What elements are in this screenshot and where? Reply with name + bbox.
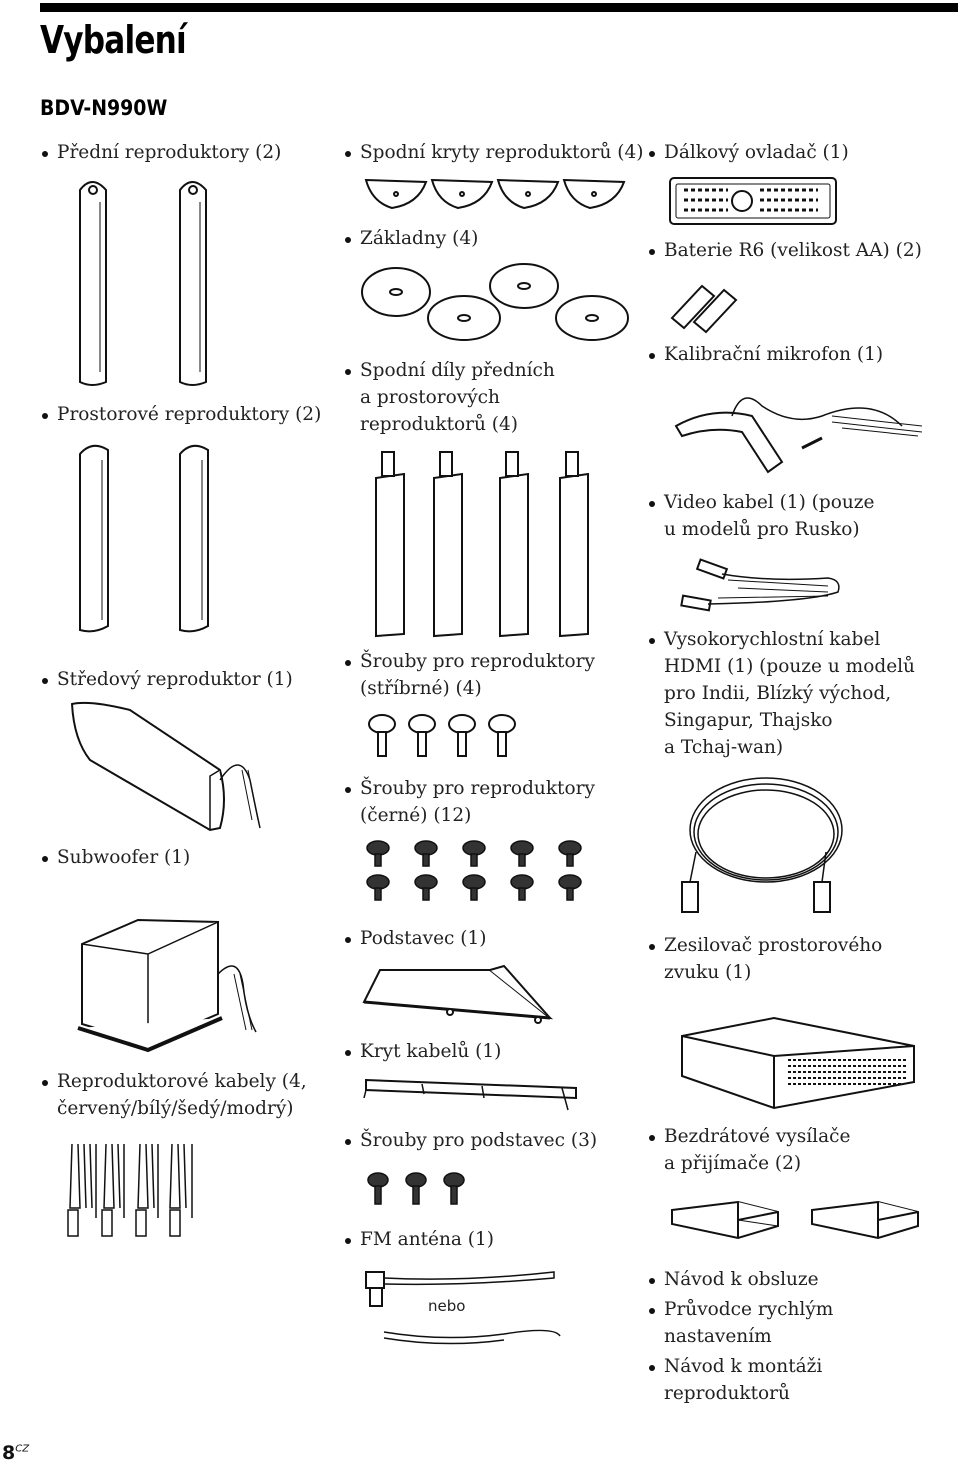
list-item-stand: Podstavec (1) [343, 925, 486, 952]
bottom-covers-illustration [362, 174, 632, 216]
page-title: Vybalení [40, 18, 186, 62]
stand-screws-illustration [366, 1172, 476, 1212]
list-item-lower-parts: Spodní díly předních a prostorových reproduktorů (4) [343, 357, 555, 438]
list-item-amplifier: Zesilovač prostorového zvuku (1) [647, 932, 882, 986]
list-item-front-speakers: Přední reproduktory (2) [40, 139, 281, 166]
remote-illustration [668, 176, 840, 228]
list-item-remote: Dálkový ovladač (1) [647, 139, 849, 166]
list-item-bottom-covers: Spodní kryty reproduktorů (4) [343, 139, 643, 166]
header-rule [40, 3, 958, 12]
front-speakers-illustration [70, 172, 220, 392]
list-item-install-guide: Návod k montáži reproduktorů [647, 1353, 822, 1407]
list-item-surround-speakers: Prostorové reproduktory (2) [40, 401, 321, 428]
page-number-suffix: CZ [15, 1443, 30, 1455]
bases-illustration [360, 262, 632, 344]
center-speaker-illustration [70, 700, 270, 840]
list-item-cable-cover: Kryt kabelů (1) [343, 1038, 501, 1065]
list-item-batteries: Baterie R6 (velikost AA) (2) [647, 237, 922, 264]
list-item-bases: Základny (4) [343, 225, 478, 252]
black-screws-illustration [364, 840, 604, 904]
list-item-fm-antenna: FM anténa (1) [343, 1226, 494, 1253]
list-item-manual: Návod k obsluze [647, 1266, 819, 1293]
mic-illustration [672, 386, 928, 482]
list-item-quick-guide: Průvodce rychlým nastavením [647, 1296, 833, 1350]
model-name: BDV-N990W [40, 96, 168, 120]
or-label: nebo [428, 1297, 466, 1315]
list-item-speaker-cables: Reproduktorové kabely (4, červený/bílý/šedý/modrý) [40, 1068, 307, 1122]
list-item-subwoofer: Subwoofer (1) [40, 844, 190, 871]
list-item-stand-screws: Šrouby pro podstavec (3) [343, 1127, 597, 1154]
list-item-hdmi: Vysokorychlostní kabel HDMI (1) (pouze u modelů pro Indii, Blízký východ, Singapur, Thajsko a Tchaj-wan) [647, 626, 915, 761]
list-item-center-speaker: Středový reproduktor (1) [40, 666, 293, 693]
list-item-video-cable: Video kabel (1) (pouze u modelů pro Rusko) [647, 489, 874, 543]
list-item-mic: Kalibrační mikrofon (1) [647, 341, 883, 368]
batteries-illustration [668, 274, 748, 334]
wireless-modules-illustration [668, 1196, 928, 1256]
cable-cover-illustration [362, 1074, 582, 1116]
amplifier-illustration [678, 1016, 918, 1112]
stand-illustration [360, 962, 560, 1032]
list-item-screws-black: Šrouby pro reproduktory (černé) (12) [343, 775, 595, 829]
lower-parts-illustration [370, 448, 620, 638]
surround-speakers-illustration [70, 440, 220, 640]
silver-screws-illustration [366, 712, 526, 762]
list-item-wireless: Bezdrátové vysílače a přijímače (2) [647, 1123, 850, 1177]
page-number: $8^{CZ}$ [2, 1442, 30, 1464]
subwoofer-illustration [78, 914, 278, 1054]
hdmi-cable-illustration [676, 772, 856, 924]
speaker-cables-illustration [66, 1138, 206, 1242]
video-cable-illustration [678, 558, 848, 622]
list-item-screws-silver: Šrouby pro reproduktory (stříbrné) (4) [343, 648, 595, 702]
